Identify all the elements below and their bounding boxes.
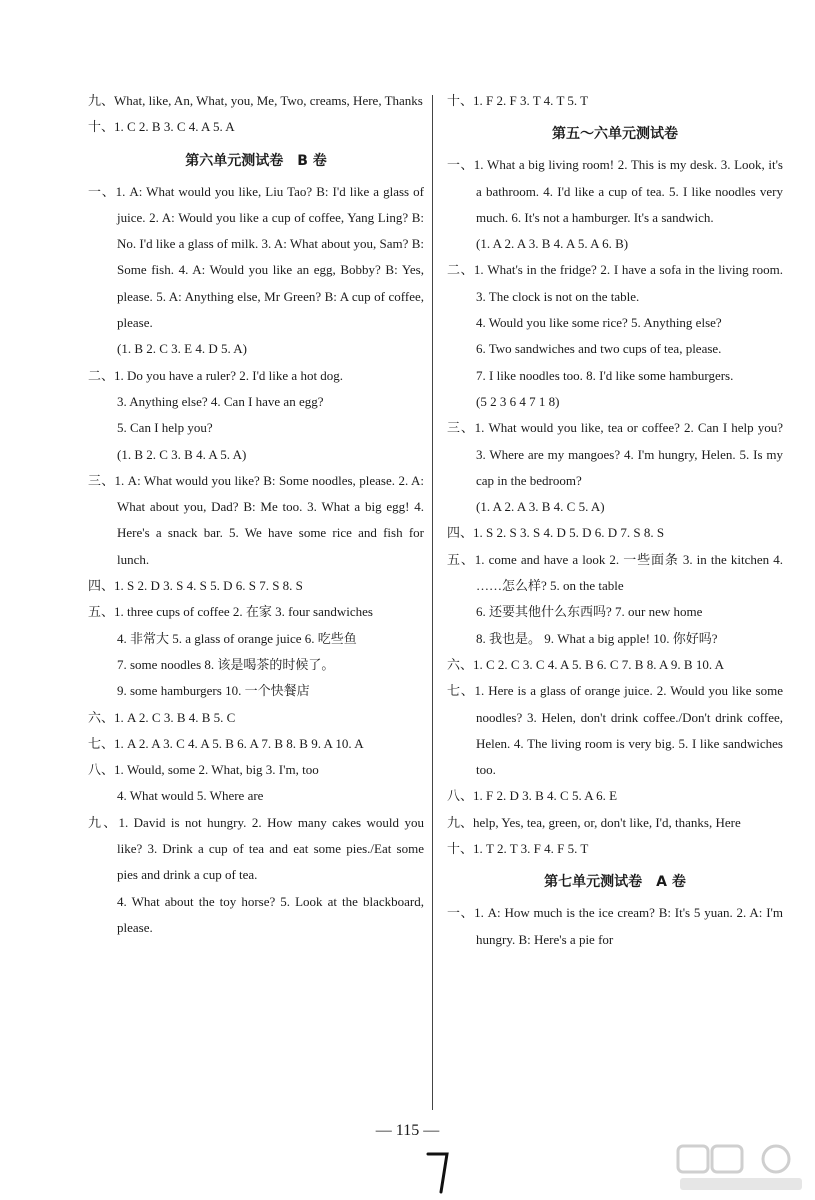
answer-line: 六、1. C 2. C 3. C 4. A 5. B 6. C 7. B 8. A 9. B 10. A (447, 656, 725, 672)
section-heading: 第七单元测试卷 A 卷 (544, 874, 686, 891)
answer-line: 五、1. come and have a look 2. 一些面条 3. in the kitchen 4. ……怎么样? 5. on the table (447, 551, 783, 594)
answer-line: 8. 我也是。 9. What a big apple! 10. 你好吗? (476, 630, 718, 646)
answer-line: (1. A 2. A 3. B 4. C 5. A) (476, 499, 605, 515)
answer-line: 三、1. What would you like, tea or coffee? 2. Can I help you? 3. Where are my mangoes? 4. I'm hungry, Helen. 5. Is my cap in the bedroom? (447, 420, 783, 488)
answer-line: (1. B 2. C 3. E 4. D 5. A) (117, 341, 247, 357)
answer-line: 7. some noodles 8. 该是喝茶的时候了。 (117, 656, 335, 672)
answer-line: 4. 非常大 5. a glass of orange juice 6. 吃些鱼 (117, 630, 357, 646)
answer-line: 三、1. A: What would you like? B: Some noodles, please. 2. A: What about you, Dad? B: Me too. 3. What a big egg! 4. Here's a snack bar. 5. We have some rice and fish for lunch. (88, 472, 424, 567)
answer-line: 十、1. F 2. F 3. T 4. T 5. T (447, 93, 589, 108)
answer-line: 五、1. three cups of coffee 2. 在家 3. four sandwiches (88, 604, 373, 620)
answer-line: 9. some hamburgers 10. 一个快餐店 (117, 683, 310, 699)
answer-line: 七、1. Here is a glass of orange juice. 2. Would you like some noodles? 3. Helen, don't drink coffee./Don't drink coffee, Helen. 4. The living room is very big. 5. I like sandwiches too. (447, 683, 783, 778)
answer-line: 九、1. David is not hungry. 2. How many cakes would you like? 3. Drink a cup of tea and eat some pies./Eat some pies and drink a cup of tea. (88, 814, 424, 883)
answer-line: 二、1. Do you have a ruler? 2. I'd like a hot dog. (88, 367, 344, 383)
watermark-logo-icon (676, 1142, 806, 1194)
answer-line: 7. I like noodles too. 8. I'd like some hamburgers. (476, 367, 734, 383)
answer-line: 6. Two sandwiches and two cups of tea, please. (476, 341, 722, 357)
answer-line: 八、1. Would, some 2. What, big 3. I'm, too (88, 762, 319, 778)
binding-mark-icon (425, 1150, 451, 1195)
right-column (447, 88, 783, 953)
answer-line: 3. Anything else? 4. Can I have an egg? (117, 393, 324, 409)
answer-line: 九、What, like, An, What, you, Me, Two, creams, Here, Thanks (88, 93, 423, 108)
answer-line: 六、1. A 2. C 3. B 4. B 5. C (88, 709, 236, 725)
answer-line: 4. What about the toy horse? 5. Look at the blackboard, please. (117, 893, 424, 935)
answer-line: 一、1. What a big living room! 2. This is my desk. 3. Look, it's a bathroom. 4. I'd like a cup of tea. 5. I like noodles very much. 6. It's not a hamburger. It's a sandwich. (447, 157, 783, 225)
answer-line: 四、1. S 2. D 3. S 4. S 5. D 6. S 7. S 8. S (88, 578, 303, 594)
answer-line: 八、1. F 2. D 3. B 4. C 5. A 6. E (447, 788, 618, 804)
left-column (88, 88, 424, 941)
answer-line: 一、1. A: What would you like, Liu Tao? B: I'd like a glass of juice. 2. A: Would you like a cup of coffee, Yang Ling? B: No. I'd like a glass of milk. 3. A: What about you, Sam? B: Some fish. 4. A: Would you like an egg, Bobby? B: Yes, please. 5. A: Anything else, Mr Green? B: A cup of coffee, please. (88, 183, 424, 331)
answer-line: 十、1. T 2. T 3. F 4. F 5. T (447, 841, 589, 857)
answer-line: (1. A 2. A 3. B 4. A 5. A 6. B) (476, 236, 629, 252)
answer-line: 6. 还要其他什么东西吗? 7. our new home (476, 604, 703, 620)
answer-line: 十、1. C 2. B 3. C 4. A 5. A (88, 119, 235, 135)
answer-line: (5 2 3 6 4 7 1 8) (476, 393, 560, 409)
answer-line: (1. B 2. C 3. B 4. A 5. A) (117, 446, 247, 462)
column-divider (432, 95, 433, 1110)
section-heading: 第五～六单元测试卷 (552, 126, 678, 143)
answer-line: 七、1. A 2. A 3. C 4. A 5. B 6. A 7. B 8. B 9. A 10. A (88, 735, 364, 751)
answer-line: 4. Would you like some rice? 5. Anything else? (476, 315, 722, 331)
answer-line: 九、help, Yes, tea, green, or, don't like, I'd, thanks, Here (447, 814, 741, 830)
answer-line: 5. Can I help you? (117, 420, 213, 436)
answer-line: 4. What would 5. Where are (117, 788, 264, 804)
section-heading: 第六单元测试卷 B 卷 (185, 152, 327, 169)
answer-line: 四、1. S 2. S 3. S 4. D 5. D 6. D 7. S 8. S (447, 525, 665, 541)
answer-line: 二、1. What's in the fridge? 2. I have a sofa in the living room. 3. The clock is not on the table. (447, 262, 783, 304)
page-number: — 115 — (375, 1122, 440, 1139)
answer-line: 一、1. A: How much is the ice cream? B: It's 5 yuan. 2. A: I'm hungry. B: Here's a pie for (447, 905, 783, 947)
